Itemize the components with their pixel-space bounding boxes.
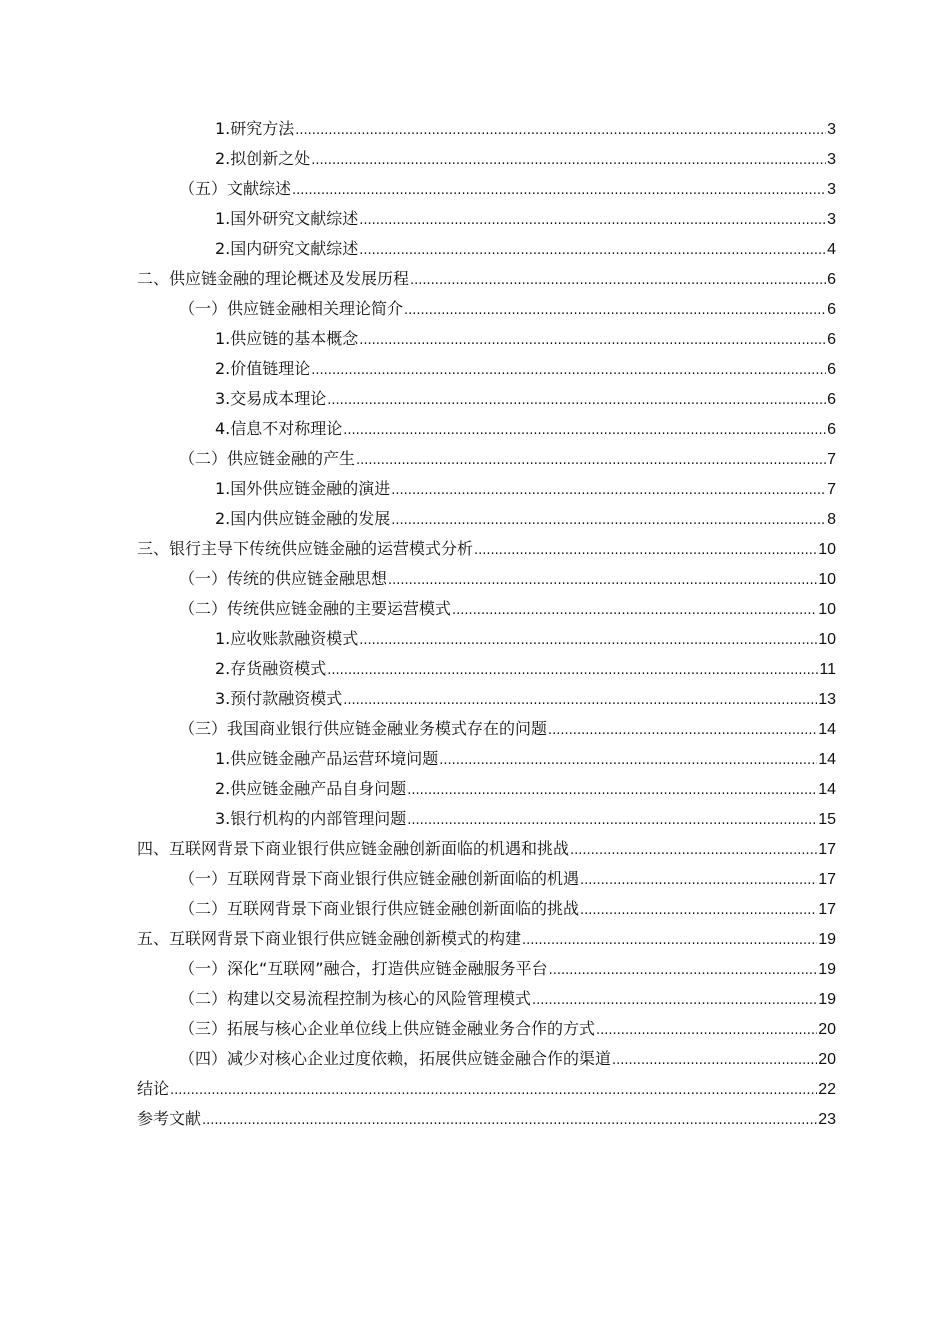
- toc-leader-dots: [391, 476, 826, 506]
- toc-entry[interactable]: [137, 444, 836, 474]
- toc-entry-page: 17: [818, 841, 836, 858]
- toc-entry-title: （二）供应链金融的产生: [179, 449, 356, 468]
- toc-entry[interactable]: [137, 504, 836, 534]
- toc-entry-page: 23: [818, 1111, 836, 1128]
- toc-leader-dots: [580, 866, 817, 896]
- toc-entry[interactable]: [137, 564, 836, 594]
- toc-entry-title: （四）减少对核心企业过度依赖，拓展供应链金融合作的渠道: [179, 1049, 612, 1068]
- toc-entry[interactable]: [137, 354, 836, 384]
- toc-leader-dots: [170, 1076, 817, 1106]
- toc-entry-title: （二）互联网背景下商业银行供应链金融创新面临的挑战: [179, 899, 580, 918]
- toc-entry[interactable]: [137, 414, 836, 444]
- toc-entry-page: 19: [818, 931, 836, 948]
- toc-entry-page: 6: [827, 331, 836, 348]
- toc-entry[interactable]: [137, 684, 836, 714]
- toc-entry[interactable]: [137, 714, 836, 744]
- toc-entry[interactable]: [137, 144, 836, 174]
- toc-entry-page: 11: [819, 661, 836, 678]
- toc-entry-page: 3: [827, 181, 836, 198]
- toc-leader-dots: [359, 236, 826, 266]
- toc-entry-title: （一）互联网背景下商业银行供应链金融创新面临的机遇: [179, 869, 580, 888]
- toc-entry-title: 4.信息不对称理论: [215, 419, 343, 438]
- toc-entry[interactable]: [137, 1044, 836, 1074]
- toc-entry-title: 2.国内供应链金融的发展: [215, 509, 391, 528]
- toc-entry-title: 1.供应链的基本概念: [215, 329, 359, 348]
- toc-entry-title: （三）我国商业银行供应链金融业务模式存在的问题: [179, 719, 548, 738]
- toc-leader-dots: [407, 776, 817, 806]
- toc-entry[interactable]: [137, 324, 836, 354]
- toc-entry[interactable]: [137, 204, 836, 234]
- toc-leader-dots: [327, 386, 826, 416]
- toc-entry-page: 7: [827, 481, 836, 498]
- toc-entry-page: 20: [818, 1051, 836, 1068]
- toc-entry[interactable]: [137, 654, 836, 684]
- toc-entry-title: 结论: [137, 1079, 170, 1098]
- toc-entry-title: （一）传统的供应链金融思想: [179, 569, 388, 588]
- toc-leader-dots: [356, 446, 826, 476]
- toc-entry-page: 3: [827, 151, 836, 168]
- toc-entry-title: 3.银行机构的内部管理问题: [215, 809, 407, 828]
- toc-entry-title: （一）供应链金融相关理论简介: [179, 299, 404, 318]
- toc-entry-title: 2.国内研究文献综述: [215, 239, 359, 258]
- toc-entry-page: 17: [818, 901, 836, 918]
- toc-entry[interactable]: [137, 954, 836, 984]
- toc-entry-title: 1.供应链金融产品运营环境问题: [215, 749, 439, 768]
- toc-entry[interactable]: [137, 1074, 836, 1104]
- toc-leader-dots: [359, 626, 817, 656]
- toc-entry[interactable]: [137, 984, 836, 1014]
- toc-leader-dots: [327, 656, 818, 686]
- toc-entry-title: 3.预付款融资模式: [215, 689, 343, 708]
- toc-entry-page: 14: [818, 781, 836, 798]
- toc-entry-page: 4: [827, 241, 836, 258]
- table-of-contents: [137, 114, 836, 1134]
- toc-leader-dots: [439, 746, 817, 776]
- toc-entry[interactable]: [137, 174, 836, 204]
- toc-leader-dots: [359, 206, 826, 236]
- toc-entry-page: 20: [818, 1021, 836, 1038]
- toc-entry-page: 3: [827, 121, 836, 138]
- toc-leader-dots: [410, 266, 826, 296]
- toc-entry-title: （二）传统供应链金融的主要运营模式: [179, 599, 452, 618]
- toc-leader-dots: [580, 896, 817, 926]
- toc-entry[interactable]: [137, 264, 836, 294]
- toc-entry-title: （二）构建以交易流程控制为核心的风险管理模式: [179, 989, 532, 1008]
- toc-entry-page: 10: [818, 541, 836, 558]
- toc-leader-dots: [407, 806, 817, 836]
- toc-leader-dots: [388, 566, 817, 596]
- toc-entry-page: 6: [827, 421, 836, 438]
- toc-entry-title: 2.存货融资模式: [215, 659, 327, 678]
- toc-entry[interactable]: [137, 744, 836, 774]
- toc-entry-title: 参考文献: [137, 1109, 202, 1128]
- toc-entry[interactable]: [137, 864, 836, 894]
- toc-entry[interactable]: [137, 894, 836, 924]
- toc-entry-page: 19: [818, 991, 836, 1008]
- toc-entry-page: 10: [818, 571, 836, 588]
- toc-entry-title: 四、互联网背景下商业银行供应链金融创新面临的机遇和挑战: [137, 839, 570, 858]
- toc-leader-dots: [548, 716, 817, 746]
- toc-entry[interactable]: [137, 624, 836, 654]
- toc-entry-page: 15: [818, 811, 836, 828]
- toc-entry-page: 10: [818, 601, 836, 618]
- toc-entry[interactable]: [137, 234, 836, 264]
- toc-entry[interactable]: [137, 924, 836, 954]
- toc-entry-page: 6: [827, 361, 836, 378]
- toc-entry-page: 17: [818, 871, 836, 888]
- toc-entry-page: 6: [827, 271, 836, 288]
- toc-entry-title: （五）文献综述: [179, 179, 292, 198]
- toc-leader-dots: [404, 296, 826, 326]
- toc-entry-page: 7: [827, 451, 836, 468]
- toc-entry[interactable]: [137, 534, 836, 564]
- toc-leader-dots: [522, 926, 817, 956]
- toc-entry[interactable]: [137, 1014, 836, 1044]
- toc-entry-title: 二、供应链金融的理论概述及发展历程: [137, 269, 410, 288]
- toc-entry-title: 1.应收账款融资模式: [215, 629, 359, 648]
- toc-entry-title: 1.国外供应链金融的演进: [215, 479, 391, 498]
- toc-entry-title: （三）拓展与核心企业单位线上供应链金融业务合作的方式: [179, 1019, 596, 1038]
- toc-entry-page: 13: [818, 691, 836, 708]
- toc-entry[interactable]: [137, 114, 836, 144]
- toc-leader-dots: [311, 146, 826, 176]
- toc-entry-page: 14: [818, 721, 836, 738]
- toc-leader-dots: [292, 176, 826, 206]
- toc-entry-page: 3: [827, 211, 836, 228]
- toc-entry[interactable]: [137, 594, 836, 624]
- toc-entry[interactable]: [137, 774, 836, 804]
- toc-entry-title: 2.拟创新之处: [215, 149, 311, 168]
- toc-entry-title: 五、互联网背景下商业银行供应链金融创新模式的构建: [137, 929, 522, 948]
- toc-entry[interactable]: [137, 384, 836, 414]
- toc-leader-dots: [343, 686, 817, 716]
- toc-entry-title: 2.价值链理论: [215, 359, 311, 378]
- toc-entry-page: 6: [827, 301, 836, 318]
- toc-entry-page: 6: [827, 391, 836, 408]
- toc-entry-title: 2.供应链金融产品自身问题: [215, 779, 407, 798]
- toc-leader-dots: [343, 416, 826, 446]
- toc-entry-title: 三、银行主导下传统供应链金融的运营模式分析: [137, 539, 474, 558]
- toc-leader-dots: [549, 956, 818, 986]
- toc-entry-title: 1.国外研究文献综述: [215, 209, 359, 228]
- toc-entry[interactable]: [137, 834, 836, 864]
- toc-leader-dots: [452, 596, 817, 626]
- toc-leader-dots: [202, 1106, 817, 1136]
- toc-leader-dots: [474, 536, 817, 566]
- toc-entry-title: （一）深化“互联网”融合，打造供应链金融服务平台: [179, 959, 548, 978]
- toc-entry[interactable]: [137, 804, 836, 834]
- toc-entry-title: 3.交易成本理论: [215, 389, 327, 408]
- toc-leader-dots: [612, 1046, 817, 1076]
- toc-leader-dots: [311, 356, 826, 386]
- toc-entry-page: 10: [818, 631, 836, 648]
- toc-leader-dots: [532, 986, 817, 1016]
- toc-entry-title: 1.研究方法: [215, 119, 295, 138]
- toc-entry-page: 14: [818, 751, 836, 768]
- toc-leader-dots: [359, 326, 826, 356]
- toc-entry[interactable]: [137, 474, 836, 504]
- toc-leader-dots: [295, 116, 826, 146]
- toc-entry-page: 8: [827, 511, 836, 528]
- toc-leader-dots: [391, 506, 826, 536]
- toc-entry-page: 22: [818, 1081, 836, 1098]
- toc-entry-page: 19: [818, 961, 836, 978]
- toc-leader-dots: [570, 836, 817, 866]
- toc-entry[interactable]: [137, 294, 836, 324]
- toc-entry[interactable]: [137, 1104, 836, 1134]
- toc-leader-dots: [596, 1016, 817, 1046]
